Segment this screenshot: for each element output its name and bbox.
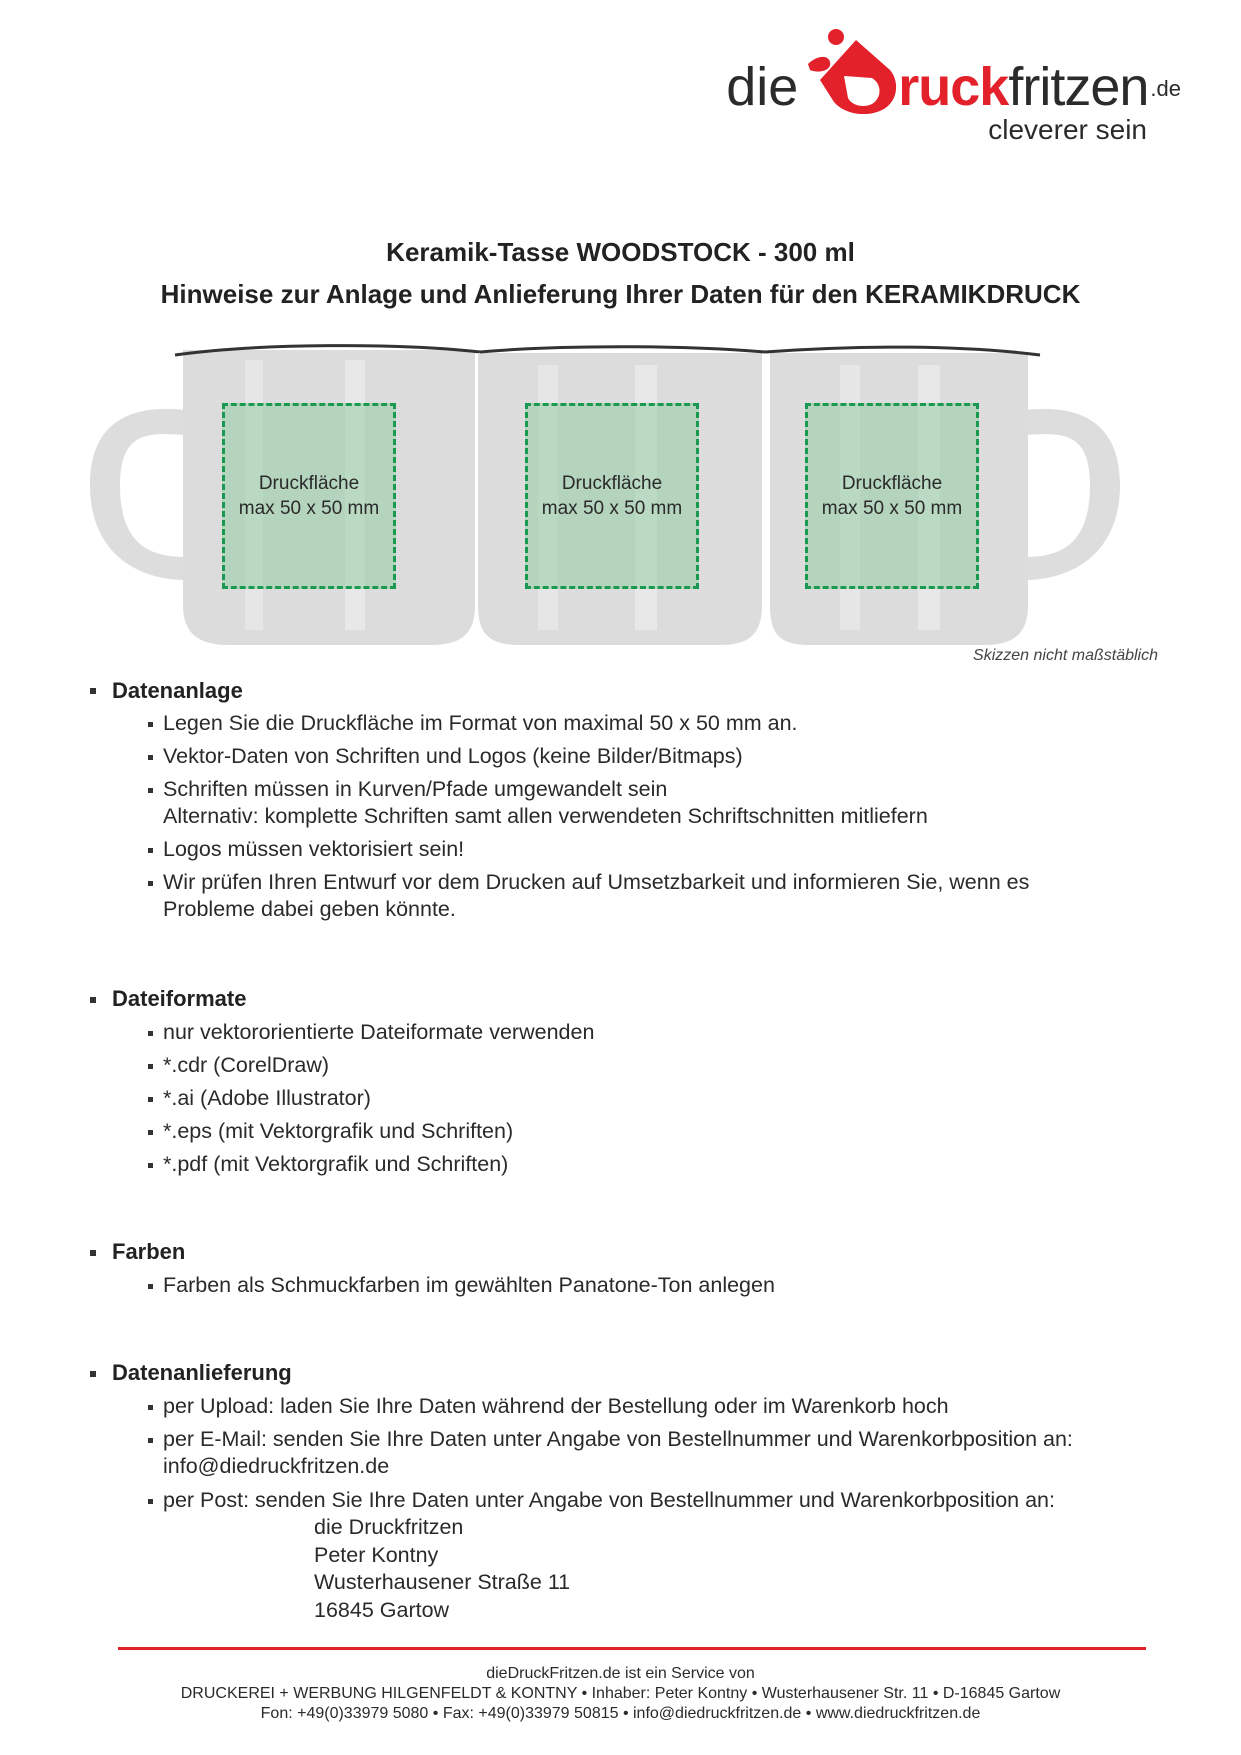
- bullet-icon: [148, 1405, 153, 1410]
- footer-service-note: dieDruckFritzen.de ist ein Service von: [486, 1665, 755, 1682]
- section-heading: Datenanlieferung: [112, 1360, 292, 1385]
- bullet-icon: [148, 1097, 153, 1102]
- list-item: *.ai (Adobe Illustrator): [163, 1086, 371, 1110]
- print-area-size: max 50 x 50 mm: [541, 498, 683, 519]
- bullet-icon: [90, 1250, 96, 1256]
- section-heading: Datenanlage: [112, 678, 243, 703]
- footer-divider: [118, 1647, 1146, 1650]
- footer-company-info: DRUCKEREI + WERBUNG HILGENFELDT & KONTNY • Inhaber: Peter Kontny • Wusterhausener Str. 11 • D-16845 Gartow: [180, 1685, 1061, 1702]
- mug-mockup: [80, 335, 1180, 655]
- mug-rim: [480, 347, 765, 352]
- list-item: per Post: senden Sie Ihre Daten unter Angabe von Bestellnummer und Warenkorbposition an:: [163, 1488, 1055, 1512]
- bullet-icon: [148, 1130, 153, 1135]
- section-heading: Farben: [112, 1239, 186, 1264]
- bullet-icon: [148, 1438, 153, 1443]
- bullet-icon: [90, 1371, 96, 1377]
- address-line: Peter Kontny: [314, 1543, 439, 1567]
- bullet-icon: [148, 788, 153, 793]
- print-area-middle: [525, 403, 699, 589]
- bullet-icon: [148, 881, 153, 886]
- print-area-size: max 50 x 50 mm: [821, 498, 963, 519]
- bullet-icon: [148, 1163, 153, 1168]
- print-area-label: Druckfläche: [841, 473, 943, 494]
- list-item: nur vektororientierte Dateiformate verwenden: [163, 1020, 595, 1044]
- logo-slogan: cleverer sein: [988, 114, 1147, 145]
- list-item: *.cdr (CorelDraw): [163, 1053, 330, 1077]
- list-item: Vektor-Daten von Schriften und Logos (keine Bilder/Bitmaps): [163, 744, 743, 768]
- print-area-right: [805, 403, 979, 589]
- print-area-size: max 50 x 50 mm: [238, 498, 380, 519]
- list-item: Schriften müssen in Kurven/Pfade umgewandelt sein: [163, 777, 668, 801]
- logo-slogan-row: [726, 116, 1181, 144]
- bullet-icon: [148, 848, 153, 853]
- logo-text-fritzen: fritzen: [1008, 57, 1149, 117]
- print-area-left: [222, 403, 396, 589]
- page-title: Keramik-Tasse WOODSTOCK - 300 ml: [386, 237, 855, 267]
- list-item: per E-Mail: senden Sie Ihre Daten unter Angabe von Bestellnummer und Warenkorbposition an:: [163, 1427, 1073, 1451]
- list-item: *.eps (mit Vektorgrafik und Schriften): [163, 1119, 514, 1143]
- bullet-icon: [148, 1499, 153, 1504]
- address-line: die Druckfritzen: [314, 1515, 464, 1539]
- list-item-continuation: Alternativ: komplette Schriften samt allen verwendeten Schriftschnitten mitliefern: [163, 804, 928, 828]
- logo-text-die: die: [726, 57, 799, 117]
- address-line: 16845 Gartow: [314, 1598, 450, 1622]
- list-item: Legen Sie die Druckfläche im Format von maximal 50 x 50 mm an.: [163, 711, 798, 735]
- print-area-label: Druckfläche: [258, 473, 360, 494]
- section-heading: Dateiformate: [112, 986, 247, 1011]
- bullet-icon: [148, 1031, 153, 1036]
- list-item-continuation: Probleme dabei geben könnte.: [163, 897, 456, 921]
- list-item: Logos müssen vektorisiert sein!: [163, 837, 465, 861]
- page-subtitle: Hinweise zur Anlage und Anlieferung Ihrer Daten für den KERAMIKDRUCK: [160, 279, 1081, 309]
- bullet-icon: [148, 1064, 153, 1069]
- logo-text-tld: .de: [1150, 76, 1181, 101]
- logo-drop-icon: [806, 28, 898, 114]
- bullet-icon: [148, 722, 153, 727]
- footer-contact-info: Fon: +49(0)33979 5080 • Fax: +49(0)33979 50815 • info@diedruckfritzen.de • www.diedruckfritzen.de: [260, 1705, 981, 1722]
- logo-text-ruck: ruck: [898, 57, 1009, 117]
- mug-handle-left: [90, 409, 185, 580]
- list-item: Farben als Schmuckfarben im gewählten Panatone-Ton anlegen: [163, 1273, 775, 1297]
- list-item: *.pdf (mit Vektorgrafik und Schriften): [163, 1152, 509, 1176]
- mug-handle-right: [1025, 409, 1120, 580]
- bullet-icon: [148, 1284, 153, 1289]
- bullet-icon: [90, 997, 96, 1003]
- logo-wordmark: [726, 28, 1181, 117]
- address-line: Wusterhausener Straße 11: [314, 1570, 571, 1594]
- email-link[interactable]: info@diedruckfritzen.de: [163, 1454, 390, 1478]
- bullet-icon: [90, 688, 96, 694]
- bullet-icon: [148, 755, 153, 760]
- list-item: Wir prüfen Ihren Entwurf vor dem Drucken auf Umsetzbarkeit und informieren Sie, wenn es: [163, 870, 1030, 894]
- list-item: per Upload: laden Sie Ihre Daten während der Bestellung oder im Warenkorb hoch: [163, 1394, 949, 1418]
- print-area-label: Druckfläche: [561, 473, 663, 494]
- brand-logo: [726, 28, 1181, 158]
- sketch-disclaimer: Skizzen nicht maßstäblich: [973, 647, 1158, 664]
